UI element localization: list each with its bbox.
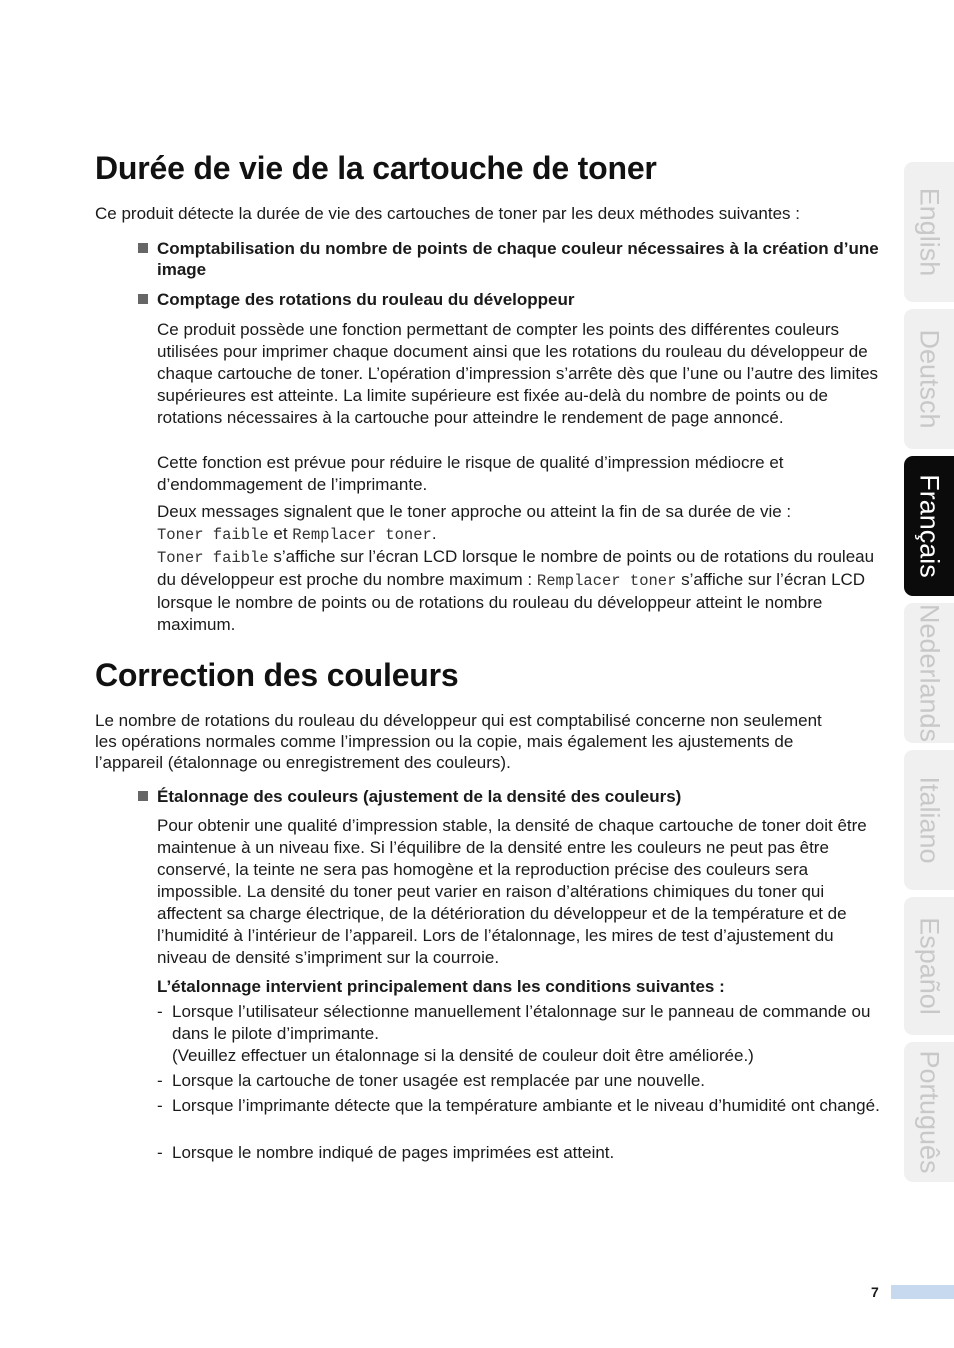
dash-marker: - xyxy=(157,1143,163,1162)
bullet-text: Comptage des rotations du rouleau du développeur xyxy=(157,290,575,309)
tab-label: English xyxy=(914,187,945,277)
tab-nederlands[interactable] xyxy=(904,603,954,743)
intro-paragraph: Ce produit détecte la durée de vie des cartouches de toner par les deux méthodes suivantes : xyxy=(95,204,800,223)
dash-marker: - xyxy=(157,1071,163,1090)
list-item-text: Lorsque la cartouche de toner usagée est remplacée par une nouvelle. xyxy=(172,1071,706,1090)
message-explanation: s’affiche sur l’écran LCD lorsque le nombre de points ou de rotations du rouleau du développeur est proche du nombre maximum : xyxy=(157,547,875,589)
tab-english[interactable] xyxy=(904,162,954,302)
list-item-text: Lorsque le nombre indiqué de pages imprimées est atteint. xyxy=(172,1143,615,1162)
dash-marker: - xyxy=(157,1002,163,1021)
page-number-bar xyxy=(891,1285,954,1299)
messages-lead: Deux messages signalent que le toner approche ou atteint la fin de sa durée de vie : xyxy=(157,502,792,521)
bullet-text: Étalonnage des couleurs (ajustement de la densité des couleurs) xyxy=(157,787,682,806)
bullet-item xyxy=(138,289,885,310)
tab-label: Deutsch xyxy=(914,329,945,429)
bullet-item xyxy=(138,238,885,280)
list-item xyxy=(157,1001,885,1067)
square-bullet-icon xyxy=(138,294,148,304)
page-number: 7 xyxy=(871,1284,879,1300)
message-replace-toner: Remplacer toner xyxy=(292,526,432,544)
bullet-text: Comptabilisation du nombre de points de chaque couleur nécessaires à la création d’une image xyxy=(157,239,879,279)
conjunction: et xyxy=(273,524,288,543)
list-item xyxy=(157,1142,885,1164)
list-item xyxy=(157,1095,885,1117)
condition-note: (Veuillez effectuer un étalonnage si la densité de couleur doit être améliorée.) xyxy=(172,1046,754,1065)
list-item-text: Lorsque l’imprimante détecte que la température ambiante et le niveau d’humidité ont changé. xyxy=(172,1096,880,1115)
tab-deutsch[interactable] xyxy=(904,309,954,449)
list-item-text xyxy=(157,1001,885,1067)
body-paragraph: Cette fonction est prévue pour réduire le risque de qualité d’impression médiocre et d’endommagement de l’imprimante. xyxy=(157,453,784,494)
message-toner-low: Toner faible xyxy=(157,526,269,544)
bullet-item xyxy=(138,786,885,807)
tab-label: Português xyxy=(914,1050,945,1174)
message-replace-toner: Remplacer toner xyxy=(536,572,677,590)
intro-paragraph: Le nombre de rotations du rouleau du développeur qui est comptabilisé concerne non seulement les opérations normales comme l’impression ou la copie, mais également les ajustements de l’appareil (étalonnage ou enregistrement des couleurs). xyxy=(95,711,822,772)
toner-messages-paragraph xyxy=(157,501,885,636)
tab-espanol[interactable] xyxy=(904,897,954,1035)
tab-portugues[interactable] xyxy=(904,1042,954,1182)
dash-marker: - xyxy=(157,1096,163,1115)
message-explanation: s’affiche sur l’écran LCD lorsque le nombre de points ou de rotations du rouleau du développeur atteint le nombre maximum. xyxy=(157,570,866,634)
tab-label: Français xyxy=(914,474,945,578)
message-toner-low: Toner faible xyxy=(157,549,269,567)
section-title-color-correction: Correction des couleurs xyxy=(95,657,459,693)
conditions-heading: L’étalonnage intervient principalement dans les conditions suivantes : xyxy=(157,977,725,996)
square-bullet-icon xyxy=(138,791,148,801)
tab-label: Español xyxy=(914,917,945,1015)
tab-francais[interactable] xyxy=(904,456,954,596)
square-bullet-icon xyxy=(138,243,148,253)
tab-label: Italiano xyxy=(914,776,945,864)
condition-text: Lorsque l’utilisateur sélectionne manuellement l’étalonnage sur le panneau de commande ou dans le pilote d’imprimante. xyxy=(172,1002,871,1043)
tab-label: Nederlands xyxy=(914,603,945,743)
period: . xyxy=(431,524,437,543)
tab-italiano[interactable] xyxy=(904,750,954,890)
list-item xyxy=(157,1070,885,1092)
body-paragraph: Ce produit possède une fonction permettant de compter les points des différentes couleurs utilisées pour imprimer chaque document ainsi que les rotations du rouleau du développeur de chaque cartouche de toner. L’opération d’impression s’arrête dès que l’une ou l’autre des limites supérieures est atteinte. La limite supérieure est fixée au-delà du nombre de points ou de rotations nécessaires à la cartouche pour atteindre le rendement de page annoncé. xyxy=(157,320,879,427)
section-title-toner-life: Durée de vie de la cartouche de toner xyxy=(95,150,657,186)
body-paragraph: Pour obtenir une qualité d’impression stable, la densité de chaque cartouche de toner doit être maintenue à un niveau fixe. Si l’équilibre de la densité entre les couleurs ne peut pas être conservé, la teinte ne sera pas homogène et la reproduction précise des couleurs sera impossible. La densité du toner peut varier en raison d’altérations chimiques du toner qui affectent sa charge électrique, de la détérioration du développeur et de la température et de l’humidité à l’intérieur de l’appareil. Lors de l’étalonnage, les mires de test d’ajustement du niveau de densité s’impriment sur la courroie. xyxy=(157,816,867,967)
